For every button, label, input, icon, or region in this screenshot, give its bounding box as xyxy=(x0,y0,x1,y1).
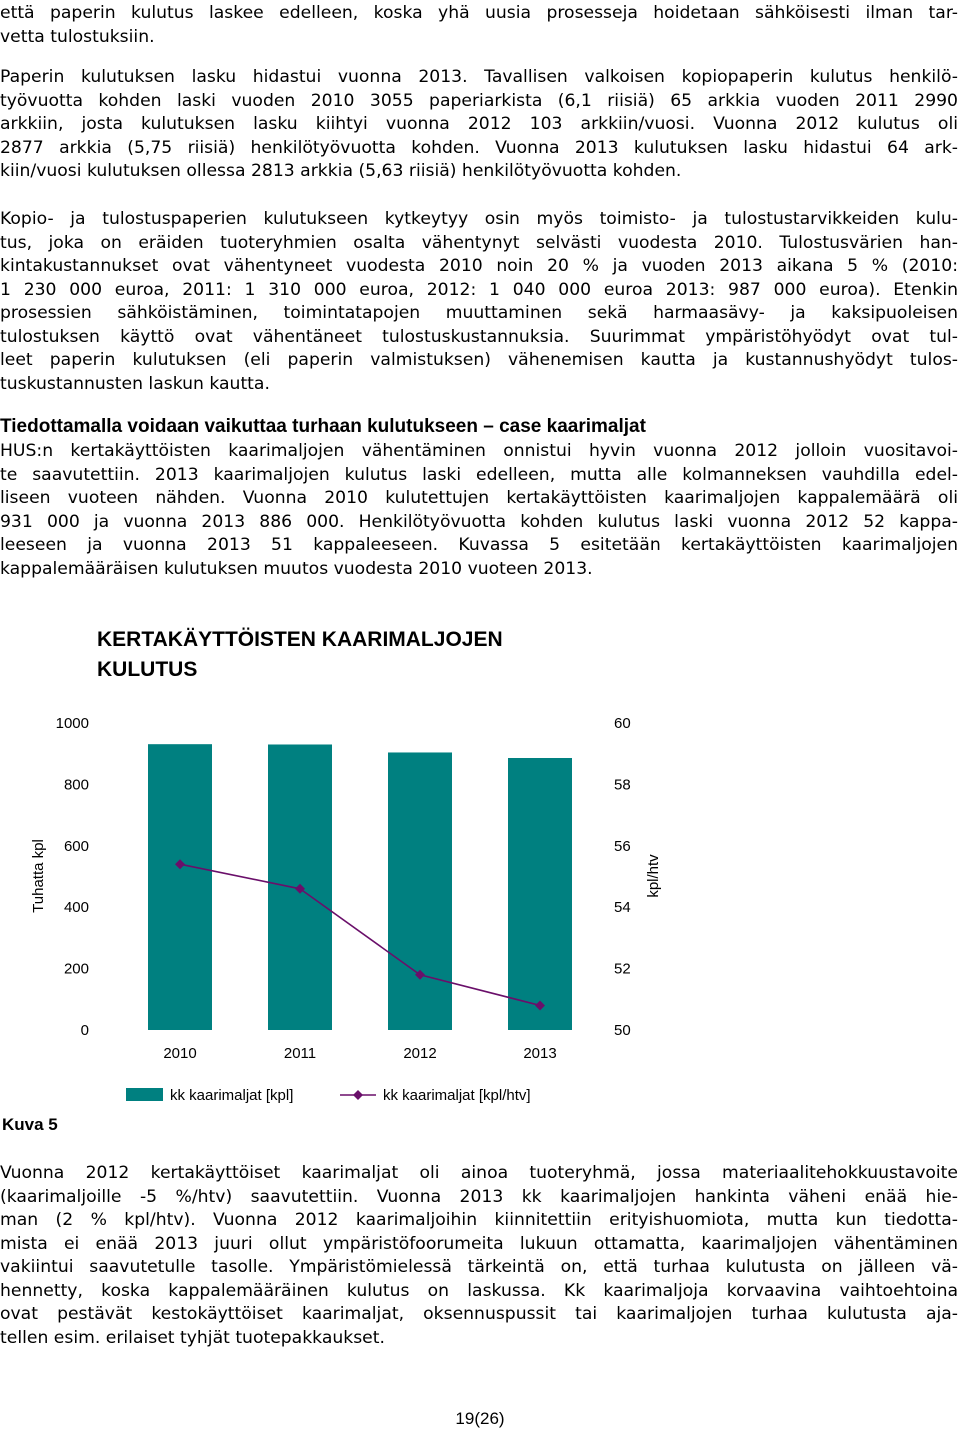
text-line: leeseen ja vuonna 2013 51 kappaleeseen. Kuvassa 5 esitetään kertakäyttöisten kaarimaljojen xyxy=(0,535,958,555)
legend-bar-swatch xyxy=(126,1088,163,1101)
right-tick-label: 52 xyxy=(614,960,631,978)
text-line: te saavutettiin. 2013 kaarimaljojen kulutus laski edelleen, mutta alle kolmanneksen vauhdilla edel- xyxy=(0,464,958,485)
text-line: Paperin kulutuksen lasku hidastui vuonna 2013. Tavallisen valkoisen kopiopaperin kulutus henkilö- xyxy=(0,67,958,87)
text-line: arkkiin, josta kulutuksen lasku kiihtyi vuonna 2012 103 arkkiin/vuosi. Vuonna 2012 kulutus oli xyxy=(0,114,958,134)
paragraph-1 xyxy=(0,2,958,49)
left-tick-label: 400 xyxy=(63,899,89,917)
right-tick-label: 54 xyxy=(614,899,631,917)
paragraph-2 xyxy=(0,66,958,184)
chart-legend xyxy=(126,1087,531,1104)
left-tick-label: 200 xyxy=(63,960,89,978)
line-series xyxy=(175,859,545,1010)
text-line: liseen vuoteen nähden. Vuonna 2010 kulutettujen kertakäyttöisten kaarimaljojen kappalemäärä oli xyxy=(0,488,958,508)
bar-2013 xyxy=(508,758,572,1030)
paragraph-5 xyxy=(0,1162,958,1350)
left-tick-label: 0 xyxy=(80,1022,89,1039)
y-axis-title: Tuhatta kpl xyxy=(30,839,47,913)
text-line: tus, joka on eräiden tuoteryhmien osalta vähentynyt selvästi vuodesta 2010. Tulostusvärien han- xyxy=(0,232,958,253)
chart-title-line: KULUTUS xyxy=(97,658,198,681)
text-line: vakiintui saavutetulle tasolle. Ympäristömielessä tärkeintä on, että turhaa kulutusta on jälleen vä- xyxy=(0,1257,958,1277)
bar-2012 xyxy=(388,752,452,1030)
left-axis xyxy=(56,715,89,1039)
right-tick-label: 56 xyxy=(614,837,631,855)
x-tick-label: 2011 xyxy=(283,1045,317,1062)
text-line: leet paperin kulutuksen (eli paperin valmistuksen) vähenemisen kautta ja kustannushyödyt tulos- xyxy=(0,350,958,370)
text-line: ovat pestävät kestokäyttöiset kaarimaljat, oksennuspussit tai kaarimaljojen turhaa kulutusta aja- xyxy=(0,1304,958,1324)
bar-2010 xyxy=(148,744,212,1030)
legend-line-label: kk kaarimaljat [kpl/htv] xyxy=(383,1087,531,1104)
text-line: tellen esim. erilaiset tyhjät tuotepakkaukset. xyxy=(0,1327,385,1348)
text-line: kappalemääräisen kulutuksen muutos vuodesta 2010 vuoteen 2013. xyxy=(0,558,593,579)
right-tick-label: 50 xyxy=(614,1022,631,1039)
text-line: HUS:n kertakäyttöisten kaarimaljojen vähentäminen onnistui hyvin vuonna 2012 jolloin vuositavoi- xyxy=(0,441,958,461)
legend-bar-label: kk kaarimaljat [kpl] xyxy=(170,1087,294,1104)
bar-series xyxy=(148,744,572,1030)
y2-axis-title: kpl/htv xyxy=(645,854,662,898)
left-tick-label: 1000 xyxy=(55,715,89,732)
text-line: kiin/vuosi kulutuksen ollessa 2813 arkkia (5,63 riisiä) henkilötyövuotta kohden. xyxy=(0,161,682,181)
right-tick-label: 60 xyxy=(614,715,631,732)
legend-line-marker xyxy=(353,1090,363,1100)
x-axis xyxy=(163,1045,556,1062)
text-line: (kaarimaljoille -5 %/htv) saavutettiin. Vuonna 2013 kk kaarimaljojen hankinta väheni enää hie- xyxy=(0,1186,958,1207)
text-line: vetta tulostuksiin. xyxy=(0,26,155,47)
figure-label: Kuva 5 xyxy=(2,1115,58,1134)
text-line: että paperin kulutus laskee edelleen, koska yhä uusia prosesseja hoidetaan sähköisesti ilman tar- xyxy=(0,3,958,23)
text-line: man (2 % kpl/htv). Vuonna 2012 kaarimaljoihin kiinnitettiin erityishuomiota, mutta kun tiedotta- xyxy=(0,1210,958,1230)
text-line: 2877 arkkia (5,75 riisiä) henkilötyövuotta kohden. Vuonna 2013 kulutuksen lasku hidastui 64 ark- xyxy=(0,137,958,158)
left-tick-label: 600 xyxy=(63,837,89,855)
text-line: 931 000 ja vuonna 2013 886 000. Henkilötyövuotta kohden kulutus laski vuonna 2012 52 kappa- xyxy=(0,511,958,532)
consumption-chart xyxy=(0,610,700,1120)
section-heading: Tiedottamalla voidaan vaikuttaa turhaan kulutukseen – case kaarimaljat xyxy=(0,416,646,437)
x-tick-label: 2013 xyxy=(523,1045,557,1062)
text-line: hennetty, koska kappalemääräinen kulutus on laskussa. Kk kaarimaljoja korvaavina vaihtoehtoina xyxy=(0,1280,958,1301)
page-number: 19(26) xyxy=(455,1409,505,1428)
text-line: työvuotta kohden laski vuoden 2010 3055 paperiarkista (6,1 riisiä) 65 arkkia vuoden 2011 2990 xyxy=(0,90,958,111)
text-line: kintakustannukset ovat vähentyneet vuodesta 2010 noin 20 % ja vuoden 2013 aikana 5 % (2010: xyxy=(0,256,958,276)
paragraph-4 xyxy=(0,440,958,581)
series-line xyxy=(180,864,540,1005)
x-tick-label: 2010 xyxy=(163,1045,197,1062)
x-tick-label: 2012 xyxy=(403,1045,437,1062)
text-line: tulostuksen käyttö ovat vähentäneet tulostuskustannuksia. Suurimmat ympäristöhyödyt ovat tul- xyxy=(0,326,958,347)
text-line: Vuonna 2012 kertakäyttöiset kaarimaljat oli ainoa tuoteryhmä, jossa materiaalitehokkuustavoite xyxy=(0,1163,958,1183)
left-tick-label: 800 xyxy=(63,776,89,794)
text-line: tuskustannusten laskun kautta. xyxy=(0,373,270,394)
text-line: mista ei enää 2013 juuri ollut ympäristöfoorumeita lukuun ottamatta, kaarimaljojen vähentäminen xyxy=(0,1233,958,1254)
right-tick-label: 58 xyxy=(614,776,631,794)
text-line: 1 230 000 euroa, 2011: 1 310 000 euroa, 2012: 1 040 000 euroa 2013: 987 000 euroa). Etenkin xyxy=(0,279,958,300)
chart-title-line: KERTAKÄYTTÖISTEN KAARIMALJOJEN xyxy=(97,628,503,651)
chart-title xyxy=(97,628,503,681)
paragraph-3 xyxy=(0,208,958,396)
text-line: prosessien sähköistäminen, toimintatapojen muuttaminen sekä harmaasävy- ja kaksipuoleisen xyxy=(0,303,958,323)
right-axis xyxy=(614,715,631,1039)
text-line: Kopio- ja tulostuspaperien kulutukseen kytkeytyy osin myös toimisto- ja tulostustarvikkeiden kulu- xyxy=(0,209,958,229)
